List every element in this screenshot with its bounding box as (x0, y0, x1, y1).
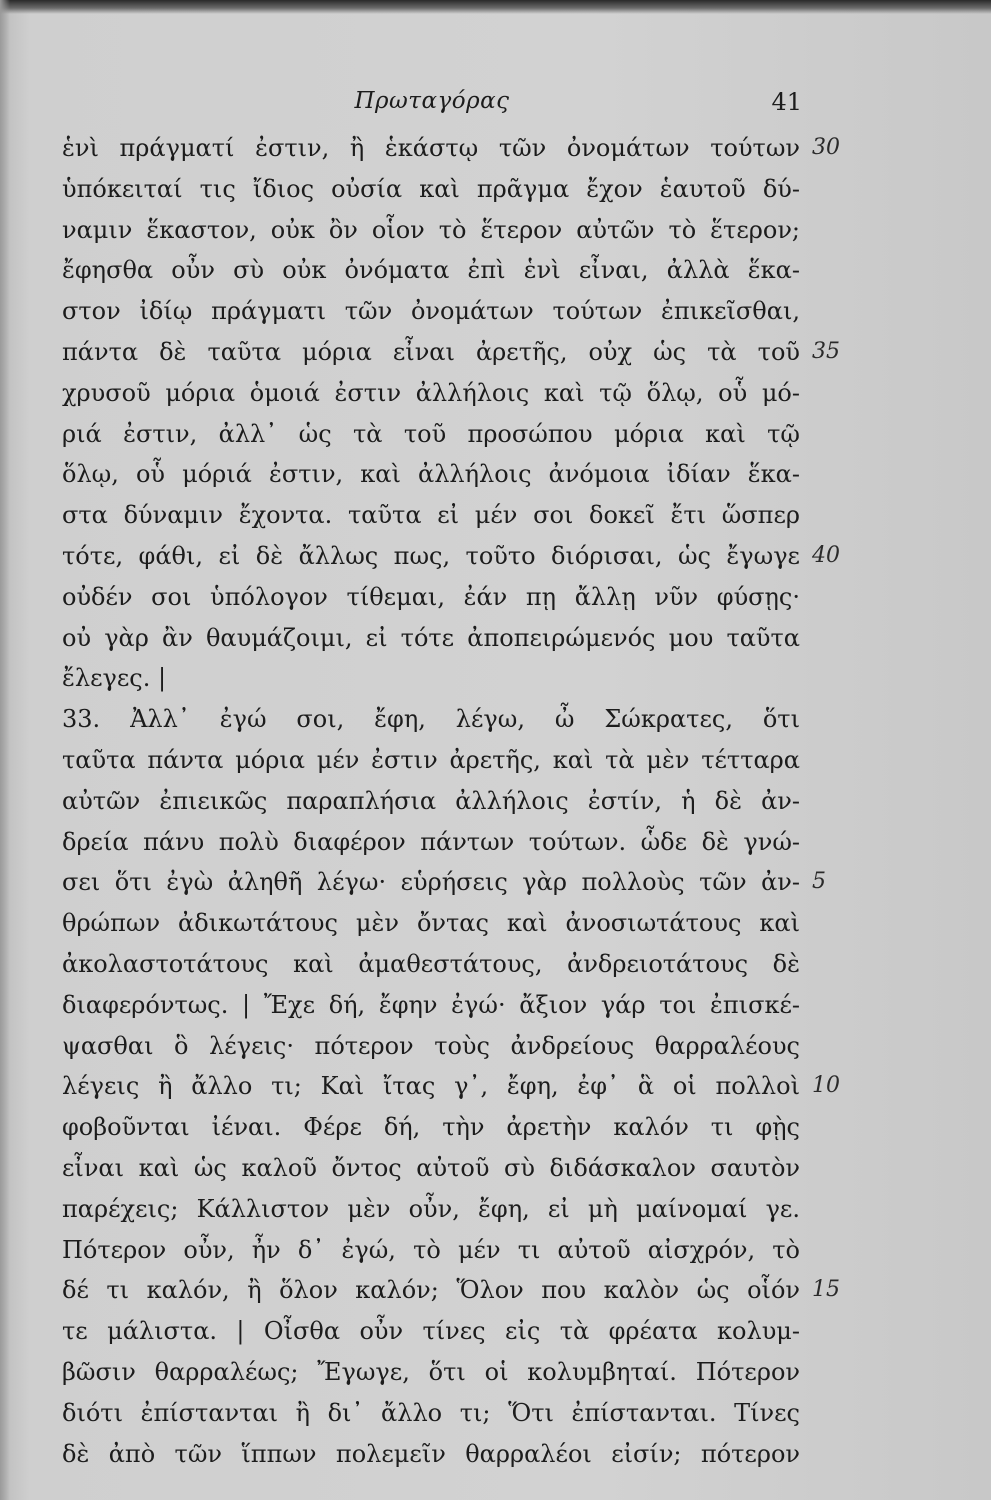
text-line: πάντα δὲ ταῦτα μόρια εἶναι ἀρετῆς, οὐχ ὡς τὰ τοῦ (62, 337, 800, 366)
text-line: βῶσιν θαρραλέως; Ἔγωγε, ὅτι οἱ κολυμβηταί. Πότερον (62, 1357, 800, 1386)
text-line: ριά ἐστιν, ἀλλ᾽ ὡς τὰ τοῦ προσώπου μόρια καὶ τῷ (62, 419, 800, 448)
text-line: χρυσοῦ μόρια ὁμοιά ἐστιν ἀλλήλοις καὶ τῷ ὅλῳ, οὗ μό- (62, 378, 800, 407)
text-line: οὐ γὰρ ἂν θαυμάζοιμι, εἰ τότε ἀποπειρώμενός μου ταῦτα (62, 623, 800, 652)
text-line: δὲ ἀπὸ τῶν ἵππων πολεμεῖν θαρραλέοι εἰσίν; πότερον (62, 1439, 800, 1468)
text-line: λέγεις ἢ ἄλλο τι; Καὶ ἴτας γ᾽, ἔφη, ἐφ᾽ ἃ οἱ πολλοὶ (62, 1072, 800, 1101)
page-header (62, 88, 802, 122)
running-title: Πρωταγόρας (354, 88, 510, 114)
text-line: ταῦτα πάντα μόρια μέν ἐστιν ἀρετῆς, καὶ τὰ μὲν τέτταρα (62, 745, 800, 774)
text-line: σει ὅτι ἐγὼ ἀληθῆ λέγω· εὑρήσεις γὰρ πολλοὺς τῶν ἀν- (62, 868, 800, 897)
text-line: ἀκολαστοτάτους καὶ ἀμαθεστάτους, ἀνδρειοτάτους δὲ (62, 949, 800, 978)
body-text (62, 128, 800, 1474)
margin-line-number: 30 (812, 135, 840, 160)
margin-line-number: 15 (812, 1277, 840, 1303)
text-line: ἔλεγες. | (62, 664, 167, 693)
page-number: 41 (771, 88, 802, 116)
text-line: δέ τι καλόν, ἢ ὅλον καλόν; Ὅλον που καλὸν ὡς οἷόν (62, 1276, 800, 1305)
text-line: εἶναι καὶ ὡς καλοῦ ὄντος αὐτοῦ σὺ διδάσκαλον σαυτὸν (62, 1153, 800, 1182)
text-line: ἑνὶ πράγματί ἐστιν, ἢ ἑκάστῳ τῶν ὀνομάτων τούτων (62, 134, 800, 162)
text-line: στα δύναμιν ἔχοντα. ταῦτα εἰ μέν σοι δοκεῖ ἔτι ὥσπερ (62, 501, 800, 530)
text-line: διότι ἐπίστανται ἢ δι᾽ ἄλλο τι; Ὅτι ἐπίστανται. Τίνες (62, 1398, 800, 1427)
text-line: τότε, φάθι, εἰ δὲ ἄλλως πως, τοῦτο διόρισαι, ὡς ἔγωγε (62, 541, 800, 570)
text-line: τε μάλιστα. | Οἶσθα οὖν τίνες εἰς τὰ φρέατα κολυμ- (62, 1317, 800, 1346)
scan-left-edge (0, 0, 10, 1500)
text-line: θρώπων ἀδικωτάτους μὲν ὄντας καὶ ἀνοσιωτάτους καὶ (62, 909, 800, 938)
text-line: Πότερον οὖν, ἦν δ᾽ ἐγώ, τὸ μέν τι αὐτοῦ αἰσχρόν, τὸ (62, 1235, 800, 1264)
margin-line-number: 35 (812, 339, 840, 364)
margin-line-number: 40 (812, 543, 840, 568)
text-line: ναμιν ἕκαστον, οὐκ ὂν οἷον τὸ ἕτερον αὐτῶν τὸ ἕτερον; (62, 215, 800, 244)
text-line: αὐτῶν ἐπιεικῶς παραπλήσια ἀλλήλοις ἐστίν, ἡ δὲ ἀν- (62, 786, 800, 815)
text-line: διαφερόντως. | Ἔχε δή, ἔφην ἐγώ· ἄξιον γάρ τοι ἐπισκέ- (62, 990, 800, 1019)
margin-line-number: 5 (812, 869, 826, 895)
text-line: παρέχεις; Κάλλιστον μὲν οὖν, ἔφη, εἰ μὴ μαίνομαί γε. (62, 1194, 800, 1223)
text-line: φοβοῦνται ἰέναι. Φέρε δή, τὴν ἀρετὴν καλόν τι φῂς (62, 1113, 800, 1142)
text-line: οὐδέν σοι ὑπόλογον τίθεμαι, ἐάν πῃ ἄλλῃ νῦν φύσῃς· (62, 582, 800, 611)
text-line: ἔφησθα οὖν σὺ οὐκ ὀνόματα ἐπὶ ἑνὶ εἶναι, ἀλλὰ ἕκα- (62, 256, 800, 285)
text-line: 33. Ἀλλ᾽ ἐγώ σοι, ἔφη, λέγω, ὦ Σώκρατες, ὅτι (62, 705, 800, 734)
scan-top-edge (0, 0, 991, 14)
margin-line-number: 10 (812, 1073, 840, 1099)
text-line: δρεία πάνυ πολὺ διαφέρον πάντων τούτων. ὧδε δὲ γνώ- (62, 827, 800, 856)
text-line: ὅλῳ, οὗ μόριά ἐστιν, καὶ ἀλλήλοις ἀνόμοια ἰδίαν ἕκα- (62, 460, 800, 489)
text-line: ὑπόκειταί τις ἴδιος οὐσία καὶ πρᾶγμα ἔχον ἑαυτοῦ δύ- (62, 174, 800, 203)
text-line: ψασθαι ὃ λέγεις· πότερον τοὺς ἀνδρείους θαρραλέους (62, 1031, 800, 1060)
text-line: στον ἰδίῳ πράγματι τῶν ὀνομάτων τούτων ἐπικεῖσθαι, (62, 297, 800, 326)
